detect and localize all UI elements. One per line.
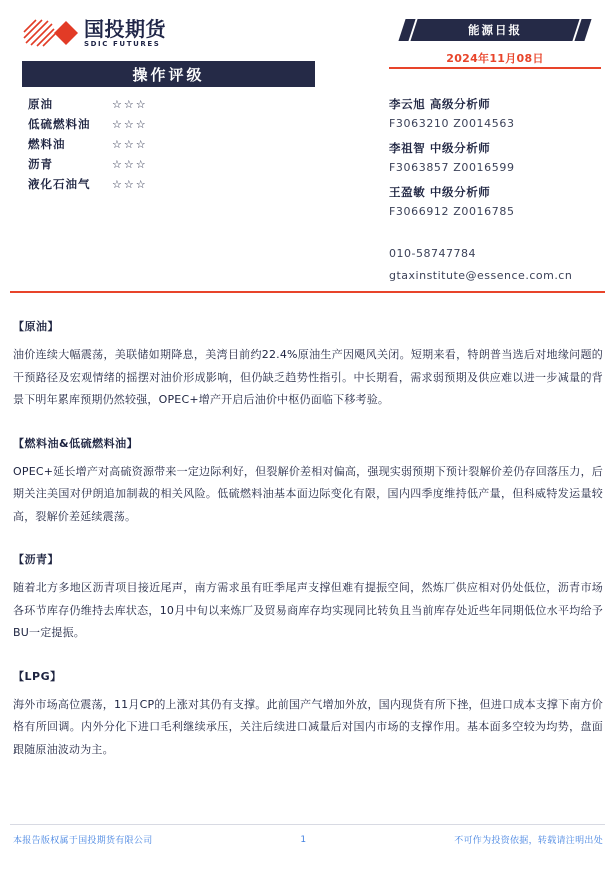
rating-panel-title: 操作评级 bbox=[22, 61, 315, 87]
rating-stars: ☆☆☆ bbox=[112, 177, 148, 191]
rating-row bbox=[28, 94, 328, 114]
section-paragraph: OPEC+延长增产对高硫资源带来一定边际利好，但裂解价差相对偏高，强现实弱预期下预计裂解价差仍存回落压力，后期关注美国对伊朗追加制裁的相关风险。低硫燃料油基本面边际变化有限，国内四季度维持低产量，但科威特发运量较高，裂解价差延续震荡。 bbox=[13, 464, 603, 523]
rating-stars: ☆☆☆ bbox=[112, 117, 148, 131]
analyst-list bbox=[389, 86, 604, 219]
contact-phone: 010-58747784 bbox=[389, 247, 476, 260]
footer-page-number: 1 bbox=[300, 834, 307, 845]
logo-name-cn: 国投期货 bbox=[84, 16, 166, 41]
report-date: 2024年11月08日 bbox=[446, 52, 544, 65]
footer-copyright: 本报告版权属于国投期货有限公司 bbox=[13, 836, 153, 846]
rating-product-name: 沥青 bbox=[28, 157, 53, 171]
report-header bbox=[0, 0, 615, 300]
rating-product-name: 低硫燃料油 bbox=[28, 117, 91, 131]
analyst-license: F3066912 Z0016785 bbox=[389, 205, 515, 218]
rating-row bbox=[28, 154, 328, 174]
company-logo bbox=[22, 16, 166, 50]
section-crude-oil bbox=[13, 318, 603, 412]
analyst-license: F3063210 Z0014563 bbox=[389, 117, 515, 130]
header-divider bbox=[10, 291, 605, 293]
analyst-name: 李祖智 中级分析师 bbox=[389, 141, 491, 155]
section-paragraph: 海外市场高位震荡，11月CP的上涨对其仍有支撑。此前国产气增加外放，国内现货有所下挫，但进口成本支撑下南方价格有所回调。内外分化下进口毛利继续承压，关注后续进口减量后对国内市场的支撑作用。基本面多空较为均势，盘面跟随原油波动为主。 bbox=[13, 697, 603, 756]
analyst-name: 王盈敏 中级分析师 bbox=[389, 185, 491, 199]
rating-list bbox=[28, 94, 328, 194]
section-heading: 【原油】 bbox=[13, 320, 59, 333]
rating-product-name: 原油 bbox=[28, 97, 53, 111]
date-divider bbox=[389, 67, 601, 69]
logo-diamond-icon bbox=[22, 18, 80, 48]
rating-stars: ☆☆☆ bbox=[112, 157, 148, 171]
section-heading: 【LPG】 bbox=[13, 669, 62, 683]
rating-product-name: 燃料油 bbox=[28, 137, 66, 151]
rating-stars: ☆☆☆ bbox=[112, 97, 148, 111]
rating-row bbox=[28, 174, 328, 194]
section-paragraph: 随着北方多地区沥青项目接近尾声，南方需求虽有旺季尾声支撑但难有提振空间，然炼厂供应相对仍处低位，沥青市场各环节库存仍维持去库状态，10月中旬以来炼厂及贸易商库存均实现同比转负且当前库存处近些年同期低位水平均给予BU一定提振。 bbox=[13, 581, 603, 639]
logo-name-en: SDIC FUTURES bbox=[84, 39, 161, 48]
report-type-banner bbox=[406, 19, 584, 41]
contact-email[interactable]: gtaxinstitute@essence.com.cn bbox=[389, 269, 573, 282]
section-asphalt bbox=[13, 551, 603, 645]
section-lpg bbox=[13, 668, 603, 762]
section-fuel-oil bbox=[13, 435, 603, 529]
analyst-name: 李云旭 高级分析师 bbox=[389, 97, 491, 111]
analyst-license: F3063857 Z0016599 bbox=[389, 161, 515, 174]
report-footer bbox=[13, 833, 603, 846]
footer-divider bbox=[10, 824, 605, 825]
rating-row bbox=[28, 134, 328, 154]
section-paragraph: 油价连续大幅震荡，美联储如期降息，美湾目前约22.4%原油生产因飓风关闭。短期来看，特朗普当选后对地缘问题的干预路径及宏观情绪的摇摆对油价形成影响，但仍缺乏趋势性指引。中长期看，需求弱预期及供应难以进一步减量的背景下明年累库预期仍然较强，OPEC+增产开启后油价中枢仍面临下移考验。 bbox=[13, 348, 603, 406]
footer-disclaimer: 不可作为投资依据，转载请注明出处 bbox=[454, 836, 603, 846]
rating-product-name: 液化石油气 bbox=[28, 177, 91, 191]
section-heading: 【燃料油&低硫燃料油】 bbox=[13, 436, 139, 450]
section-heading: 【沥青】 bbox=[13, 553, 59, 566]
rating-row bbox=[28, 114, 328, 134]
rating-stars: ☆☆☆ bbox=[112, 137, 148, 151]
report-body bbox=[13, 318, 603, 784]
banner-label: 能源日报 bbox=[468, 23, 522, 37]
contact-block bbox=[389, 247, 604, 291]
